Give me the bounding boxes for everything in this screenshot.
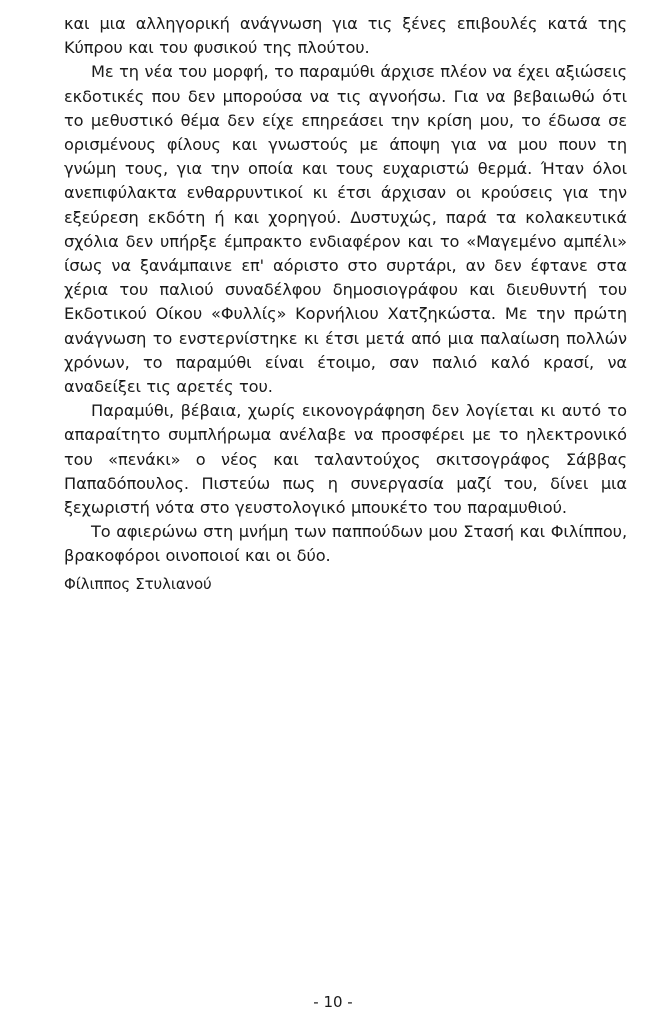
page-number: - 10 - bbox=[313, 993, 353, 1011]
paragraph-4: Το αφιερώνω στη μνήμη των παππούδων μου Στασή και Φιλίππου, βρακοφόροι οινοποιοί και οι δύο. bbox=[64, 522, 627, 566]
paragraph-1: και μια αλληγορική ανάγνωση για τις ξένες επιβουλές κατά της Κύπρου και του φυσικού της πλούτου. bbox=[64, 14, 627, 58]
paragraph-3: Παραμύθι, βέβαια, χωρίς εικονογράφηση δεν λογίεται κι αυτό το απαραίτητο συμπλήρωμα ανέλαβε να προσφέρει με το ηλεκτρονικό του «πενάκι» ο νέος και ταλαντούχος σκιτσογράφος Σάββας Παπαδόπουλος. Πιστεύω πως η συνεργασία μαζί του, δίνει μια ξεχωριστή νότα στο γευστολογικό μπουκέτο του παραμυθιού. bbox=[64, 401, 627, 518]
author-signature: Φίλιππος Στυλιανού bbox=[64, 574, 212, 593]
body-text bbox=[64, 12, 627, 596]
paragraph-2: Με τη νέα του μορφή, το παραμύθι άρχισε πλέον να έχει αξιώσεις εκδοτικές που δεν μπορούσα να τις αγνοήσω. Για να βεβαιωθώ ότι το μεθυστικό θέμα δεν είχε επηρεάσει την κρίση μου, το έδωσα σε ορισμένους φίλους και γνωστούς με άποψη για να μου πουν τη γνώμη τους, για την οποία και τους ευχαριστώ θερμά. Ήταν όλοι ανεπιφύλακτα ενθαρρυντικοί κι έτσι άρχισαν οι κρούσεις για την εξεύρεση εκδότη ή και χορηγού. Δυστυχώς, παρά τα κολακευτικά σχόλια δεν υπήρξε έμπρακτο ενδιαφέρον και το «Μαγεμένο αμπέλι» ίσως να ξανάμπαινε επ' αόριστο στο συρτάρι, αν δεν έφτανε στα χέρια του παλιού συναδέλφου δημοσιογράφου και διευθυντή του Εκδοτικού Οίκου «Φυλλίς» Κορνήλιου Χατζηκώστα. Με την πρώτη ανάγνωση το ενστερνίστηκε κι έτσι μετά από μια παλαίωση πολλών χρόνων, το παραμύθι είναι έτοιμο, σαν παλιό καλό κρασί, να αναδείξει τις αρετές του. bbox=[64, 62, 627, 397]
